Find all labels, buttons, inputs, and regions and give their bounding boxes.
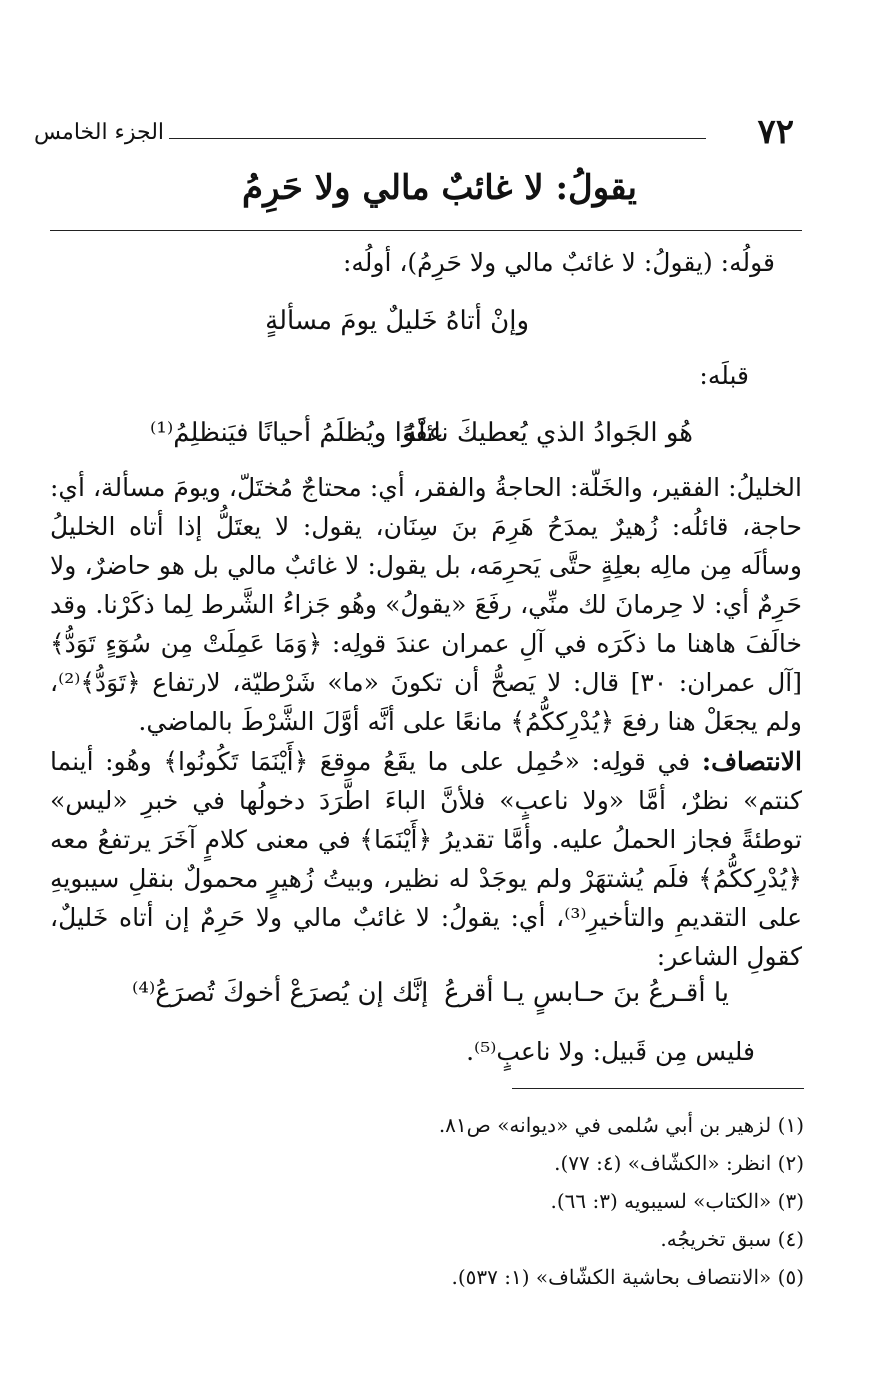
verse-hemistich-second: عفْوًا ويُظلَمُ أحيانًا فيَنظلِمُ⁽¹⁾ (150, 418, 444, 448)
verse3-hemistich-second: إنَّك إن يُصرَعْ أخوكَ تُصرَعُ⁽⁴⁾ (132, 978, 429, 1008)
page-header (34, 112, 794, 152)
section-title: يقولُ: لا غائبٌ مالي ولا حَرِمُ (242, 168, 637, 208)
intisaf-paragraph (50, 742, 802, 976)
verse3-hemistich-first: يا أقـرعُ بنَ حـابسٍ يـا أقرعُ (444, 978, 729, 1008)
intisaf-label: الانتصاف: (701, 747, 802, 776)
title-rule (50, 230, 802, 231)
intisaf-text: في قولِه: «حُمِل على ما يقَعُ موقعَ ﴿أَيْنَمَا تَكُونُوا﴾ وهُو: أينما كنتم» نظرٌ، أمَّا «ولا ناعبٍ» فلأنَّ الباءَ اطَّرَدَ دخولُها في خبرِ «ليس» توطئةً فجاز الحملُ عليه. وأمَّا تقديرُ ﴿أَيْنَمَا﴾ في معنى كلامٍ آخَرَ يرتفعُ معه ﴿يُدْرِككُّمُ﴾ فلَم يُشتهَرْ ولم يوجَدْ له نظير، وبيتُ زُهيرٍ محمولٌ بنقلِ سيبويهِ على التقديمِ والتأخيرِ⁽³⁾، أي: يقولُ: لا غائبٌ مالي ولا حَرِمٌ إن أتاه خَليلٌ، كقولِ الشاعر: (50, 747, 802, 971)
footnote: (٢) انظر: «الكشّاف» (٤: ٧٧). (554, 1151, 804, 1175)
header-rule (169, 138, 706, 139)
footnote: (٥) «الانتصاف بحاشية الكشّاف» (١: ٥٣٧). (451, 1265, 804, 1289)
commentary-paragraph: الخليلُ: الفقير، والخَلّة: الحاجةُ والفقر، أي: محتاجٌ مُختَلّ، ويومَ مسألة، أي: حاجة، قائلُه: زُهيرٌ يمدَحُ هَرِمَ بنَ سِنَان، يقول: لا يعتَلُّ إذا أتاه الخليلُ وسألَه مِن مالِه بعلِةٍ حتَّى يَحرِمَه، بل يقول: لا غائبٌ مالي بل هو حاضرٌ، ولا حَرِمٌ أي: لا حِرمانَ لك منِّي، رفَعَ «يقولُ» وهُو جَزاءُ الشَّرط لِما ذكَرْنا. وقد خالَفَ هاهنا ما ذكَرَه في آلِ عمران عندَ قولِه: ﴿وَمَا عَمِلَتْ مِن سُوٓءٍ تَوَدُّ﴾ [آل عمران: ٣٠] قال: لا يَصحُّ أن تكونَ «ما» شَرْطيّة، لارتفاع ﴿تَوَدُّ﴾⁽²⁾، ولم يجعَلْ هنا رفعَ ﴿يُدْرِككُّمُ﴾ مانعًا على أنَّه أوَّلَ الشَّرْطَ بالماضي. (50, 473, 802, 736)
closing-line: فليس مِن قَبيل: ولا ناعبٍ⁽⁵⁾. (466, 1037, 755, 1066)
before-label: قبلَه: (699, 361, 749, 390)
verse-line: وإنْ أتاهُ خَليلٌ يومَ مسألةٍ (265, 306, 529, 336)
footnote: (١) لزهير بن أبي سُلمى في «ديوانه» ص٨١. (438, 1113, 804, 1137)
footnote: (٤) سبق تخريجُه. (660, 1227, 804, 1251)
verse-hemistich-first: هُو الجَوادُ الذي يُعطيكَ نائلَهُ (403, 418, 693, 448)
footnote-rule (512, 1088, 804, 1089)
intro-line: قولُه: (يقولُ: لا غائبٌ مالي ولا حَرِمُ)، أولُه: (342, 248, 775, 277)
footnote: (٣) «الكتاب» لسيبويه (٣: ٦٦). (550, 1189, 804, 1213)
running-title: الجزء الخامس (34, 120, 165, 145)
page-number: ٧٢ (757, 112, 794, 152)
